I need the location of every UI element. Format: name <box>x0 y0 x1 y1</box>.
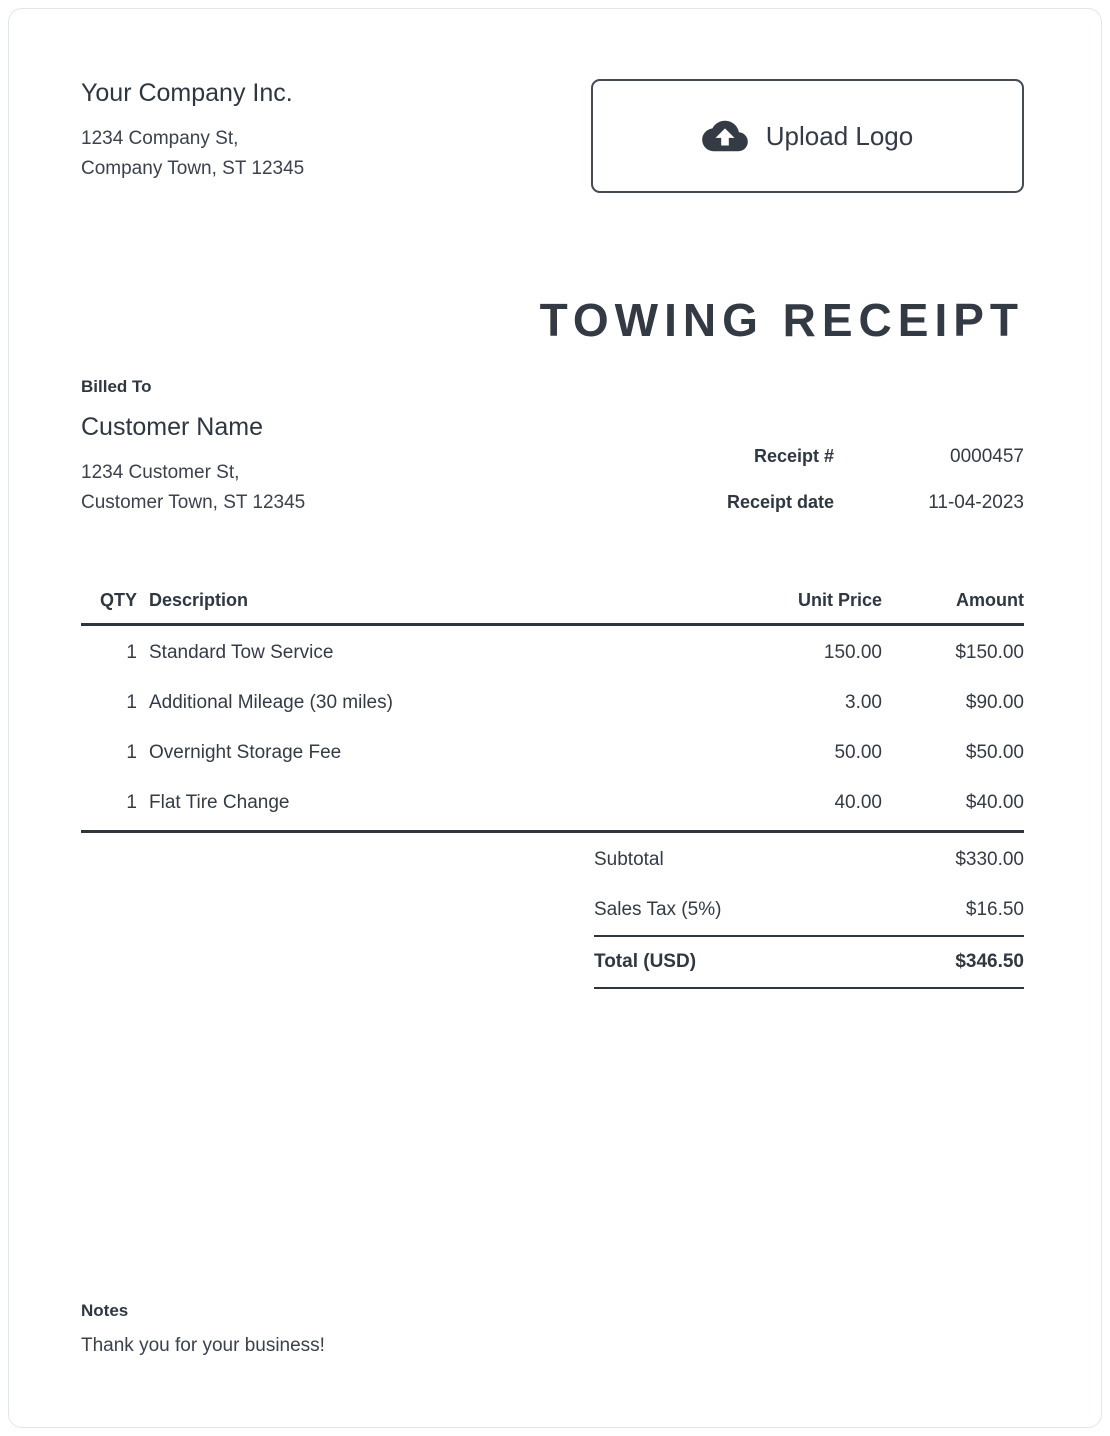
table-body <box>81 626 1024 833</box>
customer-address <box>81 458 305 518</box>
customer-address-line1: 1234 Customer St, <box>81 462 240 483</box>
row-unit-price: 150.00 <box>823 642 882 663</box>
unit-price-header: Unit Price <box>797 590 882 610</box>
subtotal-value: $330.00 <box>955 849 1024 870</box>
qty-header: QTY <box>99 590 137 610</box>
total-row <box>594 935 1024 989</box>
table-header-row <box>81 590 1024 626</box>
receipt-number-value: 0000457 <box>950 446 1024 467</box>
upload-logo-button[interactable] <box>591 79 1024 193</box>
sales-tax-row <box>594 885 1024 935</box>
company-address <box>81 124 304 184</box>
table-row <box>81 678 1024 728</box>
billing-row <box>81 377 1024 518</box>
row-unit-price: 50.00 <box>834 742 882 763</box>
company-address-line1: 1234 Company St, <box>81 128 239 149</box>
page-title: TOWING RECEIPT <box>539 294 1024 346</box>
notes-text: Thank you for your business! <box>81 1335 325 1356</box>
row-amount: $150.00 <box>955 642 1024 663</box>
receipt-date-value: 11-04-2023 <box>928 492 1024 513</box>
customer-address-line2: Customer Town, ST 12345 <box>81 492 306 513</box>
row-description: Overnight Storage Fee <box>149 742 342 763</box>
row-description: Flat Tire Change <box>149 792 290 813</box>
receipt-document <box>8 8 1102 1428</box>
customer-name: Customer Name <box>81 413 263 441</box>
row-amount: $40.00 <box>965 792 1024 813</box>
subtotal-row <box>594 833 1024 885</box>
company-address-line2: Company Town, ST 12345 <box>81 158 305 179</box>
row-description: Additional Mileage (30 miles) <box>149 692 393 713</box>
table-row <box>81 728 1024 778</box>
receipt-meta-block <box>727 446 1024 518</box>
line-items-table <box>81 590 1024 833</box>
cloud-upload-icon <box>702 117 748 155</box>
receipt-number-row <box>727 446 1024 468</box>
row-qty: 1 <box>126 742 137 763</box>
row-qty: 1 <box>126 792 137 813</box>
notes-label: Notes <box>81 1301 129 1320</box>
company-name: Your Company Inc. <box>81 79 293 107</box>
sales-tax-value: $16.50 <box>965 899 1024 920</box>
description-header: Description <box>149 590 249 610</box>
row-qty: 1 <box>126 692 137 713</box>
receipt-date-label: Receipt date <box>726 492 834 512</box>
receipt-date-row <box>727 492 1024 514</box>
header-row <box>81 79 1024 193</box>
notes-block <box>81 1261 1024 1357</box>
billed-to-label: Billed To <box>81 377 152 396</box>
billed-to-block <box>81 377 305 518</box>
table-row <box>81 778 1024 828</box>
row-amount: $50.00 <box>965 742 1024 763</box>
row-unit-price: 40.00 <box>834 792 882 813</box>
upload-logo-label: Upload Logo <box>765 120 914 151</box>
amount-header: Amount <box>956 590 1024 610</box>
total-label: Total (USD) <box>594 951 697 972</box>
row-qty: 1 <box>126 642 137 663</box>
totals-block <box>594 833 1024 989</box>
sales-tax-label: Sales Tax (5%) <box>594 899 722 920</box>
row-unit-price: 3.00 <box>845 692 882 713</box>
table-row <box>81 626 1024 678</box>
total-value: $346.50 <box>955 951 1024 972</box>
subtotal-label: Subtotal <box>594 849 664 870</box>
company-block <box>81 79 304 184</box>
row-description: Standard Tow Service <box>149 642 334 663</box>
receipt-number-label: Receipt # <box>753 446 834 466</box>
row-amount: $90.00 <box>965 692 1024 713</box>
